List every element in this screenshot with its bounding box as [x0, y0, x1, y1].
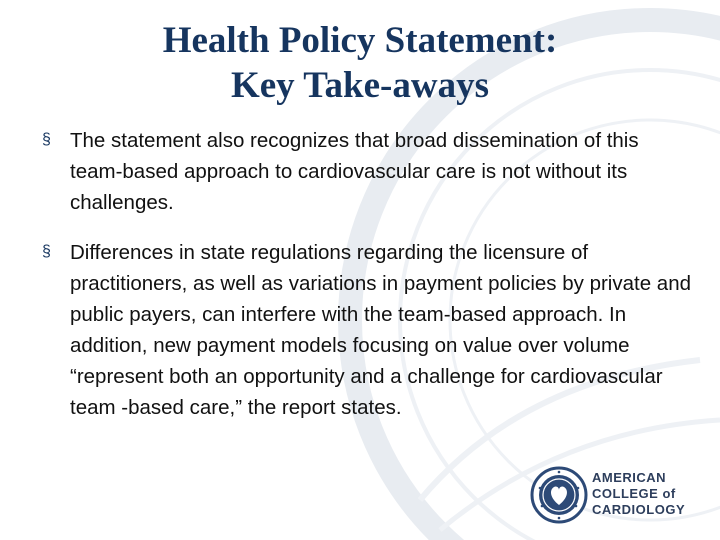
acc-logo: [530, 466, 706, 526]
logo-line-1: AMERICAN: [592, 470, 667, 485]
bullet-marker-icon: §: [42, 131, 51, 148]
bullet-marker-icon: §: [42, 243, 51, 260]
acc-logo-text: [592, 470, 685, 518]
bullet-item: [42, 125, 692, 218]
title-line-1: Health Policy Statement:: [162, 20, 558, 61]
bullet-text: The statement also recognizes that broad dissemination of this team-based approach to cardiovascular care is not without its challenges.: [70, 129, 639, 214]
bullet-text: Differences in state regulations regarding the licensure of practitioners, as well as variations in payment policies by private and public payers, can interfere with the team-based approach. In addition, new payment models focusing on value over volume “represent both an opportunity and a challenge for cardiovascular team -based care,” the report states.: [70, 241, 691, 419]
acc-seal-icon: [530, 466, 588, 524]
page-title: [0, 18, 720, 108]
bullet-list: [42, 125, 692, 442]
bullet-item: [42, 237, 692, 423]
logo-line-2: COLLEGE of: [592, 486, 676, 501]
title-line-2: Key Take-aways: [230, 65, 489, 106]
logo-line-3: CARDIOLOGY: [592, 502, 686, 517]
